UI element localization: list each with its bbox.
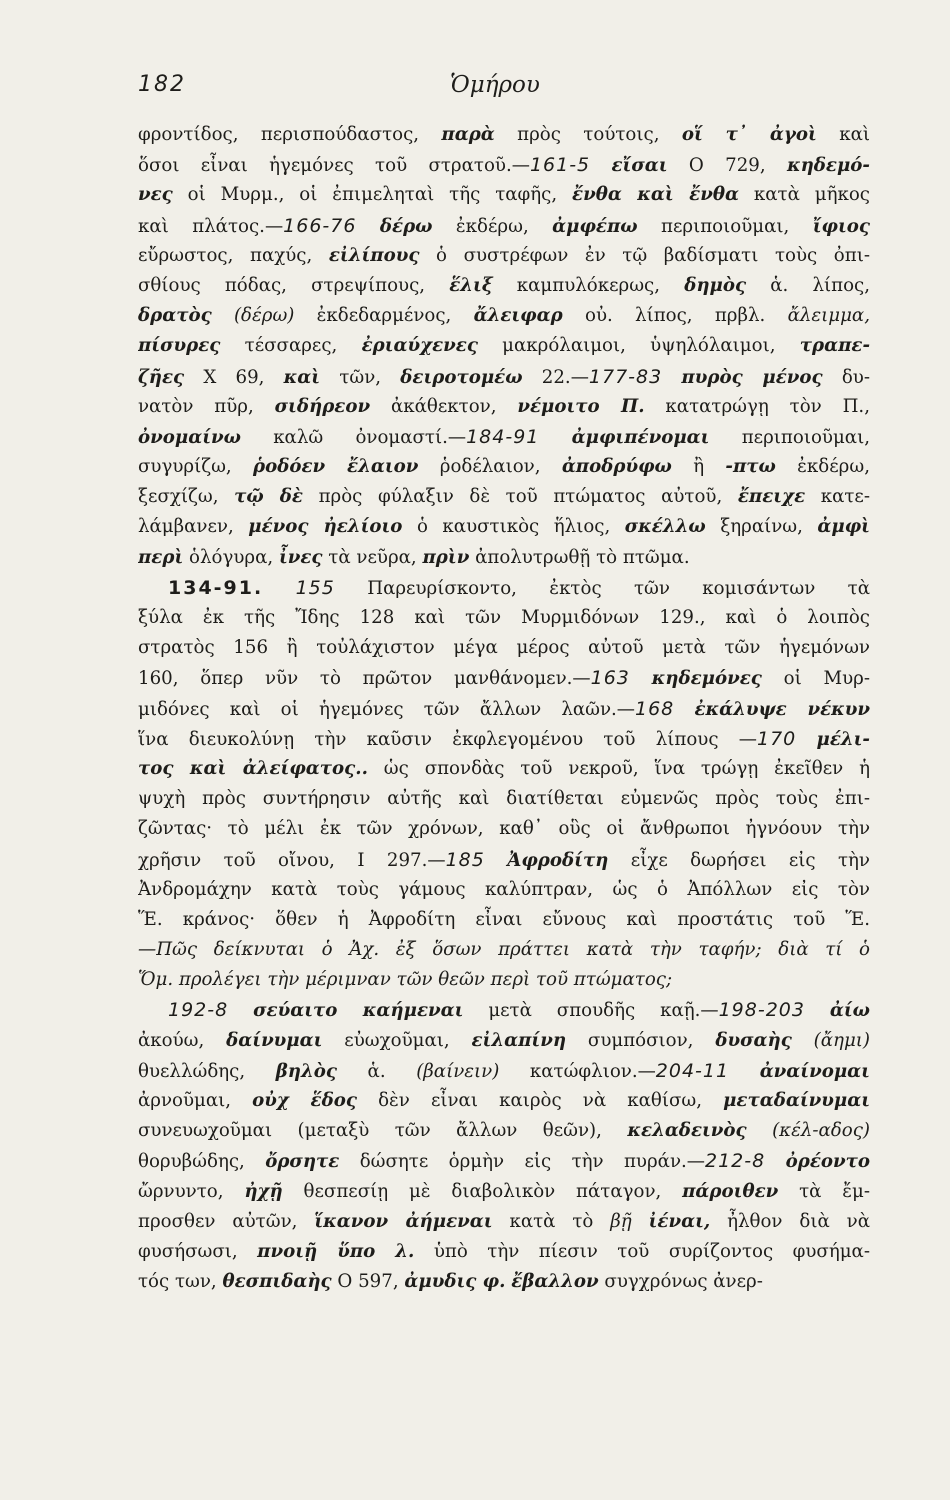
lemma: κηδεμόνες: [651, 668, 762, 690]
text-line: [138, 603, 870, 633]
text-segment: νατὸν πῦρ,: [138, 395, 275, 417]
text-segment: τῶν,: [320, 366, 401, 388]
lemma: ἐριαύχενες: [361, 335, 478, 357]
text-segment: οὐ. λίπος, πρβλ.: [562, 305, 788, 327]
lemma: πυρὸς μένος: [681, 366, 823, 388]
text-segment: ἐκδεδαρμένος,: [294, 305, 474, 327]
text-segment: σθίους πόδας, στρεψίπους,: [138, 274, 450, 296]
lemma: βηλὸς: [275, 1060, 337, 1082]
lemma: θεσπιδαὴς: [222, 1271, 332, 1293]
lemma: τραπε-: [799, 335, 870, 357]
text-segment: εὔρωστος, παχύς,: [138, 244, 329, 266]
verse-reference: 166-76: [283, 214, 357, 237]
text-segment: ἀπολυτρωθῇ τὸ πτῶμα.: [469, 546, 690, 568]
lemma: ἔνθα καὶ ἔνθα: [572, 184, 739, 206]
lemma: ἀποδρύφω: [561, 456, 672, 478]
text-line: [138, 724, 870, 754]
verse-reference: 185: [445, 848, 485, 871]
text-segment: ὑπὸ τὴν πίεσιν τοῦ συρίζοντος φυσήμα-: [414, 1240, 870, 1262]
text-segment: ψυχὴ πρὸς συντήρησιν αὐτῆς καὶ διατίθεται εὐμενῶς πρὸς τοὺς ἐπι-: [138, 788, 870, 810]
text-segment: Ἕ. κράνος· ὅθεν ἡ Ἀφροδίτη εἶναι εὔνους καὶ προστάτις τοῦ Ἕ.: [138, 908, 870, 930]
text-line: [138, 422, 870, 452]
text-line: [138, 1086, 870, 1116]
lemma: ἀναίνομαι: [759, 1060, 870, 1082]
text-segment: (κέλ-αδος): [772, 1120, 870, 1142]
commentary-text: [138, 120, 870, 1297]
text-line: [138, 995, 870, 1025]
text-line: [138, 482, 870, 512]
text-line: [138, 663, 870, 693]
lemma: εἴσαι: [611, 155, 668, 177]
text-segment: [590, 155, 611, 176]
text-segment: συγχρόνως ἀνερ-: [598, 1271, 763, 1293]
lemma: παρὰ: [441, 124, 495, 145]
lemma: ἄλειφαρ: [473, 305, 563, 327]
lemma: νες: [138, 184, 173, 206]
text-line: [138, 754, 870, 784]
text-segment: Ἀνδρομάχην κατὰ τοὺς γάμους καλύπτραν, ὡς ὁ Ἀπόλλων εἰς τὸν: [138, 878, 870, 900]
lemma: εἰλίπους: [328, 244, 420, 266]
text-line: [138, 1267, 870, 1297]
lemma: ἠχῇ: [244, 1180, 283, 1202]
text-segment: ἄλειμμα,: [787, 305, 870, 327]
lemma: ἕλιξ: [449, 274, 493, 296]
text-line: [138, 1116, 870, 1146]
text-segment: στρατὸς 156 ἢ τοὐλάχιστον μέγα μέρος αὐτοῦ μετὰ τῶν ἡγεμόνων: [138, 637, 870, 659]
lemma: ζῆες: [138, 366, 185, 388]
verse-reference: 177-83: [588, 365, 663, 388]
text-segment: ὁ συστρέφων ἐν τῷ βαδίσματι τοὺς ὀπι-: [419, 244, 870, 266]
lemma: πρὶν: [422, 546, 470, 568]
lemma: δαίνυμαι: [226, 1029, 323, 1051]
text-segment: [539, 427, 571, 448]
text-segment: οἱ Μυρ-: [761, 668, 870, 690]
text-segment: φυσήσωσι,: [138, 1240, 258, 1262]
lemma: ἀμυδις φ.: [404, 1271, 506, 1293]
lemma: -πτω: [725, 456, 776, 478]
text-segment: ἐκδέρω,: [775, 456, 870, 478]
lemma: νέμοιτο Π.: [517, 395, 645, 417]
text-segment: ξεσχίζω,: [138, 486, 235, 508]
paragraph: [138, 120, 870, 573]
text-line: [138, 1056, 870, 1086]
lemma: καὶ: [283, 366, 321, 388]
text-segment: ἁ.: [336, 1060, 417, 1082]
text-segment: μιδόνες καὶ οἱ ἡγεμόνες τῶν ἄλλων λαῶν.—: [138, 698, 635, 720]
running-head: Ὁμήρου: [450, 72, 540, 98]
text-line: [138, 1207, 870, 1237]
text-line: [138, 180, 870, 210]
text-segment: καλῶ ὀνομαστί.—: [240, 426, 467, 448]
text-segment: πρὸς φύλαξιν δὲ τοῦ πτώματος αὐτοῦ,: [302, 486, 738, 508]
verse-reference: 163: [590, 667, 630, 690]
text-segment: [796, 729, 816, 750]
paragraph: [138, 573, 870, 996]
text-segment: κατὰ μῆκος: [738, 184, 870, 206]
verse-reference: 155: [295, 576, 335, 599]
lemma: πίσυρες: [138, 335, 221, 357]
lemma: ἀμφὶ: [817, 516, 870, 538]
lemma: ἔβαλλον: [511, 1271, 599, 1293]
text-segment: (δέρω): [233, 305, 295, 327]
text-segment: 22.—: [522, 366, 589, 388]
text-segment: φροντίδος, περισπούδαστος,: [138, 124, 442, 145]
lemma: ὀρέοντο: [785, 1151, 870, 1173]
text-line: [138, 452, 870, 482]
lemma: ὀνομαίνω: [138, 426, 241, 448]
text-segment: ἀκάθεκτον,: [370, 395, 518, 417]
text-segment: καὶ πλάτος.—: [138, 215, 284, 237]
text-line: [138, 784, 870, 814]
text-segment: μετὰ σπουδῆς καῇ.—: [463, 1000, 719, 1022]
lemma: περὶ: [138, 546, 184, 568]
verse-reference: 192-8: [168, 999, 229, 1022]
paragraph: [138, 995, 870, 1297]
lemma: Ἀφροδίτη: [507, 849, 609, 871]
lemma: ὄρσητε: [265, 1151, 340, 1173]
text-segment: ἁ. λίπος,: [746, 274, 870, 296]
text-segment: εὐωχοῦμαι,: [322, 1029, 472, 1051]
page-header: [0, 72, 950, 106]
text-line: [138, 301, 870, 331]
text-line: [138, 875, 870, 905]
text-line: [138, 362, 870, 392]
text-segment: δὲν εἶναι καιρὸς νὰ καθίσω,: [356, 1090, 724, 1111]
text-segment: [729, 1061, 760, 1082]
text-line: [138, 965, 870, 995]
text-line: [138, 694, 870, 724]
text-segment: [212, 305, 234, 326]
text-segment: τέσσαρες,: [220, 335, 362, 357]
text-segment: [630, 668, 652, 689]
text-segment: [485, 850, 507, 871]
verse-reference: 161-5: [529, 154, 591, 177]
text-segment: τός των,: [138, 1271, 223, 1293]
text-segment: θεσπεσίῃ μὲ διαβολικὸν πάταγον,: [282, 1180, 683, 1202]
text-segment: οἱ Μυρμ., οἱ ἐπιμεληταὶ τῆς ταφῆς,: [172, 184, 573, 206]
text-segment: ὡς σπονδὰς τοῦ νεκροῦ, ἵνα τρώγῃ ἐκεῖθεν ἡ: [367, 757, 870, 779]
lemma: σιδήρεον: [274, 395, 371, 417]
text-segment: βῇ: [610, 1210, 632, 1232]
text-segment: τὰ ἔμ-: [778, 1180, 870, 1202]
lemma: ἀμφέπω: [552, 215, 638, 237]
lemma: πάροιθεν: [682, 1180, 779, 1202]
lemma: ἶνες: [278, 546, 323, 568]
text-segment: θυελλώδης,: [138, 1060, 276, 1082]
text-segment: ξηραίνω,: [705, 516, 818, 538]
verse-reference: 184-91: [466, 425, 540, 448]
text-line: [138, 241, 870, 271]
text-segment: θορυβώδης,: [138, 1151, 266, 1173]
verse-reference: 212-8: [704, 1150, 766, 1173]
text-segment: συμπόσιον,: [566, 1029, 716, 1051]
text-segment: συνευωχοῦμαι (μεταξὺ τῶν ἄλλων θεῶν),: [138, 1120, 628, 1142]
lemma: δέρω: [379, 215, 433, 237]
text-segment: λάμβανεν,: [138, 516, 249, 538]
lemma: κελαδεινὸς: [627, 1120, 747, 1142]
text-segment: Ο 597,: [331, 1271, 405, 1293]
text-segment: χρῆσιν τοῦ οἴνου, Ι 297.—: [138, 849, 446, 871]
text-segment: μακρόλαιμοι, ὑψηλόλαιμοι,: [477, 335, 800, 357]
lemma: δημὸς: [684, 274, 747, 296]
lemma: σκέλλω: [624, 516, 706, 538]
text-segment: [792, 1030, 814, 1051]
text-segment: —Πῶς δείκνυται ὁ Ἀχ. ἐξ ὅσων πράττει κατὰ τὴν ταφήν; διὰ τί ὁ: [138, 939, 870, 961]
lemma: ῥοδόεν ἔλαιον: [253, 456, 419, 478]
text-segment: [356, 216, 379, 237]
lemma: οὐχ ἕδος: [252, 1090, 357, 1111]
text-segment: ἢ: [671, 456, 726, 478]
lemma: τῷ δὲ: [234, 486, 303, 508]
text-segment: κατε-: [805, 486, 870, 508]
verse-reference: 204-11: [655, 1059, 730, 1082]
lemma: μέλι-: [816, 728, 870, 750]
text-line: [138, 150, 870, 180]
text-line: [138, 935, 870, 965]
lemma: ἀμφιπένομαι: [571, 426, 710, 448]
text-segment: δώσητε ὁρμὴν εἰς τὴν πυράν.—: [339, 1151, 705, 1173]
text-segment: [805, 1000, 830, 1021]
lemma: μεταδαίνυμαι: [723, 1090, 870, 1111]
text-line: [138, 1177, 870, 1207]
lemma: ἰέναι,: [648, 1210, 711, 1232]
text-line: [138, 512, 870, 542]
text-line: [138, 211, 870, 241]
text-segment: ὁ καυστικὸς ἥλιος,: [402, 516, 625, 538]
lemma: κηδεμό-: [786, 155, 870, 177]
text-line: [138, 814, 870, 844]
lemma: ἔπειχε: [737, 486, 806, 508]
text-segment: κατατρώγῃ τὸν Π.,: [644, 395, 870, 417]
text-segment: ἀκούω,: [138, 1029, 227, 1051]
lemma: δυσαὴς: [715, 1029, 792, 1051]
text-segment: [662, 367, 681, 388]
text-segment: Χ 69,: [184, 366, 284, 388]
text-segment: [228, 1000, 253, 1021]
lemma: δειροτομέω: [400, 366, 523, 388]
text-segment: συγυρίζω,: [138, 456, 254, 478]
text-line: [138, 120, 870, 150]
text-line: [138, 1237, 870, 1267]
text-line: [138, 1146, 870, 1176]
text-segment: ἀρνοῦμαι,: [138, 1090, 253, 1111]
page-number: 182: [138, 72, 186, 97]
text-segment: ἵνα διευκολύνῃ τὴν καῦσιν ἐκφλεγομένου τοῦ λίπους —: [138, 728, 757, 750]
text-segment: περιποιοῦμαι,: [637, 215, 813, 237]
text-segment: Ὅμ. προλέγει τὴν μέριμναν τῶν θεῶν περὶ τοῦ πτώματος;: [138, 969, 673, 991]
text-segment: Ο 729,: [667, 155, 787, 177]
text-segment: ὤρνυντο,: [138, 1180, 245, 1202]
text-segment: καὶ: [816, 124, 870, 145]
lemma: ἐκάλυψε νέκυν: [694, 698, 870, 720]
text-segment: [263, 578, 295, 599]
text-segment: (βαίνειν): [416, 1060, 500, 1082]
verse-reference: 170: [756, 727, 797, 750]
text-segment: Παρευρίσκοντο, ἐκτὸς τῶν κομισάντων τὰ: [334, 577, 870, 599]
lemma: δρατὸς: [138, 305, 212, 327]
lemma: οἵ τ᾿ ἀγοὶ: [681, 124, 817, 145]
text-segment: 134-91.: [168, 576, 264, 599]
verse-reference: 198-203: [718, 999, 805, 1022]
text-segment: ὅσοι εἶναι ἡγεμόνες τοῦ στρατοῦ.—: [138, 155, 530, 177]
text-segment: εἶχε δωρήσει εἰς τὴν: [608, 849, 870, 871]
text-segment: (ἄημι): [813, 1029, 870, 1051]
text-segment: ξύλα ἐκ τῆς Ἴδης 128 καὶ τῶν Μυρμιδόνων 129., καὶ ὁ λοιπὸς: [138, 607, 870, 628]
text-line: [138, 271, 870, 301]
lemma: τος καὶ ἀλείφατος..: [138, 757, 368, 779]
text-segment: [674, 699, 694, 720]
text-line: [138, 573, 870, 603]
text-segment: ῥοδέλαιον,: [418, 456, 562, 478]
text-segment: ὁλόγυρα,: [183, 546, 279, 568]
text-segment: ἦλθον διὰ νὰ: [710, 1210, 870, 1232]
text-segment: περιποιοῦμαι,: [709, 426, 870, 448]
text-segment: [632, 1211, 649, 1232]
text-segment: κατώφλιον.—: [499, 1060, 656, 1082]
text-segment: δυ-: [822, 366, 870, 388]
lemma: ἵκανον ἀήμεναι: [314, 1210, 493, 1232]
text-segment: [747, 1120, 772, 1141]
text-line: [138, 633, 870, 663]
verse-reference: 168: [635, 697, 675, 720]
text-line: [138, 543, 870, 573]
text-segment: πρὸς τούτοις,: [494, 124, 682, 145]
lemma: ἀίω: [829, 1000, 870, 1022]
lemma: μένος ἠελίοιο: [248, 516, 403, 538]
text-line: [138, 845, 870, 875]
text-line: [138, 905, 870, 935]
text-segment: προσθεν αὐτῶν,: [138, 1210, 315, 1232]
text-segment: ζῶντας· τὸ μέλι ἐκ τῶν χρόνων, καθ᾿ οὓς οἱ ἄνθρωποι ἠγνόουν τὴν: [138, 818, 870, 840]
lemma: πνοιῇ ὕπο λ.: [257, 1240, 415, 1262]
text-segment: [765, 1151, 785, 1172]
text-segment: ἐκδέρω,: [432, 215, 553, 237]
text-line: [138, 1026, 870, 1056]
text-line: [138, 331, 870, 361]
text-segment: τὰ νεῦρα,: [322, 546, 423, 568]
text-line: [138, 392, 870, 422]
text-segment: 160, ὅπερ νῦν τὸ πρῶτον μανθάνομεν.—: [138, 668, 591, 690]
lemma: ἴφιος: [812, 215, 870, 237]
lemma: εἰλαπίνη: [471, 1029, 567, 1051]
text-segment: κατὰ τὸ: [492, 1210, 611, 1232]
text-segment: καμπυλόκερως,: [492, 274, 685, 296]
lemma: σεύαιτο καήμεναι: [253, 1000, 464, 1022]
